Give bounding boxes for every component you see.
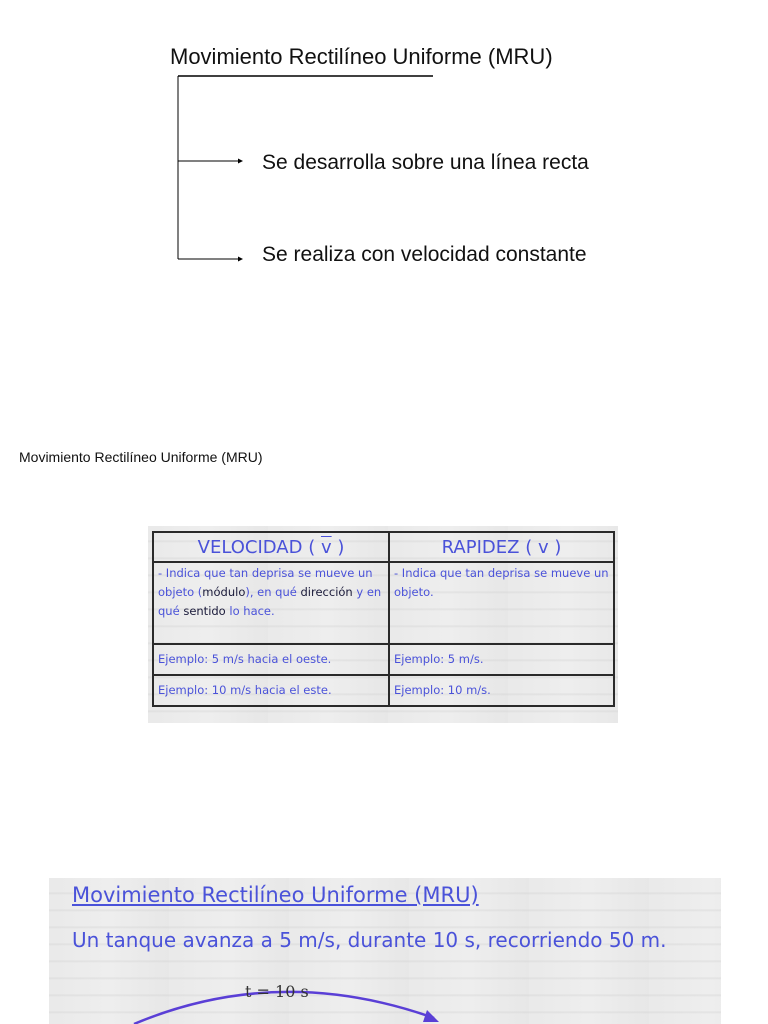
diagram-bullet-2: Se realiza con velocidad constante bbox=[262, 243, 587, 266]
example-sentence: Un tanque avanza a 5 m/s, durante 10 s, recorriendo 50 m. bbox=[72, 928, 667, 952]
time-label: t = 10 s bbox=[245, 982, 309, 1001]
rapidez-description: - Indica que tan deprisa se mueve un objeto. bbox=[389, 562, 614, 644]
diagram-bullet-1: Se desarrolla sobre una línea recta bbox=[262, 151, 589, 174]
desc-text: ), en qué bbox=[245, 585, 301, 599]
example-image bbox=[49, 878, 721, 1024]
table-header-row bbox=[153, 532, 614, 562]
section-heading: Movimiento Rectilíneo Uniforme (MRU) bbox=[19, 449, 263, 465]
header-velocidad-label: VELOCIDAD ( bbox=[197, 536, 321, 558]
rapidez-example-1: Ejemplo: 5 m/s. bbox=[389, 644, 614, 675]
table-row bbox=[153, 644, 614, 675]
desc-sentido: sentido bbox=[183, 604, 226, 618]
table-row bbox=[153, 675, 614, 706]
rapidez-example-2: Ejemplo: 10 m/s. bbox=[389, 675, 614, 706]
vector-symbol: $\overline{v}$ bbox=[320, 536, 332, 558]
comparison-table-image bbox=[148, 526, 618, 723]
velocidad-example-1: Ejemplo: 5 m/s hacia el oeste. bbox=[153, 644, 389, 675]
desc-text: - Indica que tan deprisa se mueve un objeto ( bbox=[158, 566, 373, 599]
header-rapidez: RAPIDEZ ( v ) bbox=[389, 532, 614, 562]
motion-arc bbox=[49, 878, 721, 1024]
desc-direccion: dirección bbox=[300, 585, 353, 599]
header-velocidad bbox=[153, 532, 389, 562]
velocidad-description bbox=[153, 562, 389, 644]
desc-modulo: módulo bbox=[202, 585, 246, 599]
desc-text: lo hace. bbox=[225, 604, 275, 618]
diagram-title: Movimiento Rectilíneo Uniforme (MRU) bbox=[170, 44, 553, 69]
velocidad-example-2: Ejemplo: 10 m/s hacia el este. bbox=[153, 675, 389, 706]
table-row bbox=[153, 562, 614, 644]
example-title: Movimiento Rectilíneo Uniforme (MRU) bbox=[72, 883, 479, 907]
header-velocidad-close: ) bbox=[331, 536, 345, 558]
comparison-table bbox=[152, 531, 615, 707]
desc-text: y en qué bbox=[158, 585, 382, 618]
